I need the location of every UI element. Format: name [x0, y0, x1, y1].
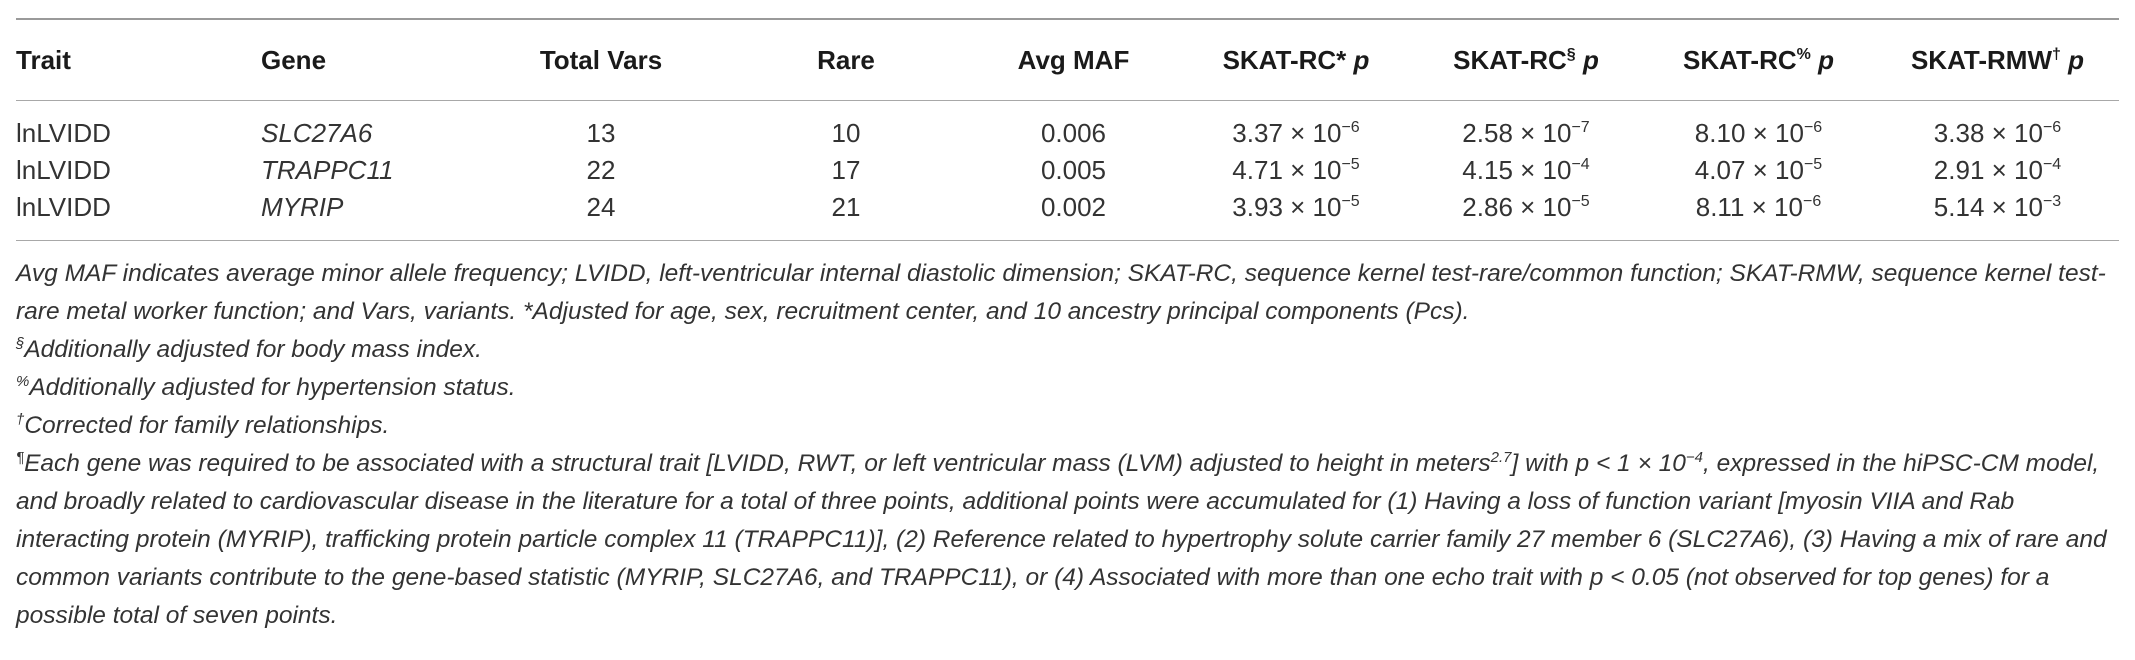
cell-total-vars: 24	[586, 192, 616, 222]
cell-avg-maf: 0.002	[1040, 192, 1107, 222]
table-row	[16, 189, 2119, 240]
col-header-gene: Gene	[261, 44, 327, 75]
col-header-skat-rmw: SKAT-RMW† p	[1910, 44, 2085, 75]
results-table-body	[16, 101, 2119, 240]
cell-p-skat-rc-sect: $4.15 \times 10^{-4}$	[1462, 155, 1590, 185]
col-header-skat-rc-star: SKAT-RC* p	[1222, 44, 1370, 75]
cell-trait: lnLVIDD	[16, 118, 111, 148]
cell-gene: MYRIP	[261, 192, 344, 222]
cell-gene: SLC27A6	[261, 118, 373, 148]
cell-p-skat-rmw: $2.91 \times 10^{-4}$	[1933, 155, 2062, 185]
cell-p-skat-rc-pct: $8.10 \times 10^{-6}$	[1694, 118, 1823, 148]
cell-avg-maf: 0.006	[1040, 118, 1107, 148]
bottom-rule	[16, 240, 2119, 241]
cell-rare: 10	[831, 118, 861, 148]
col-header-skat-rc-sect: SKAT-RC§ p	[1453, 44, 1599, 75]
footnote-pilcrow: ¶Each gene was required to be associated with a structural trait [LVIDD, RWT, or left ventricular mass (LVM) adjusted to height in meters$^{2.7}$] with $p < 1 \times 10^{-4}$, expressed in the hiPSC-CM model, and broadly related to cardiovascular disease in the literature for a total of three points, additional points were accumulated for (1) Having a loss of function variant [myosin VIIA and Rab interacting protein (MYRIP), trafficking protein particle complex 11 (TRAPPC11)], (2) Reference related to hypertrophy solute carrier family 27 member 6 (SLC27A6), (3) Having a mix of rare and common variants contribute to the gene-based statistic (MYRIP, SLC27A6, and TRAPPC11), or (4) Associated with more than one echo trait with p < 0.05 (not observed for top genes) for a possible total of seven points.	[16, 449, 2107, 629]
cell-p-skat-rc-star: $3.93 \times 10^{-5}$	[1232, 192, 1360, 222]
cell-p-skat-rmw: $3.38 \times 10^{-6}$	[1933, 118, 2062, 148]
cell-total-vars: 13	[586, 118, 616, 148]
cell-avg-maf: 0.005	[1040, 155, 1107, 185]
cell-trait: lnLVIDD	[16, 192, 111, 222]
table-container	[16, 18, 2119, 635]
table-row	[16, 101, 2119, 152]
footnote-dagger: †Corrected for family relationships.	[16, 411, 390, 439]
col-header-rare: Rare	[817, 44, 875, 75]
table-row	[16, 152, 2119, 189]
cell-trait: lnLVIDD	[16, 155, 111, 185]
results-table	[16, 20, 2119, 100]
cell-p-skat-rc-star: $3.37 \times 10^{-6}$	[1232, 118, 1360, 148]
cell-rare: 21	[831, 192, 861, 222]
cell-p-skat-rc-star: $4.71 \times 10^{-5}$	[1232, 155, 1360, 185]
col-header-avg-maf: Avg MAF	[1017, 44, 1130, 75]
footnote-percent: %Additionally adjusted for hypertension status.	[16, 373, 516, 401]
cell-gene: TRAPPC11	[261, 155, 394, 185]
cell-p-skat-rc-sect: $2.86 \times 10^{-5}$	[1462, 192, 1590, 222]
footnotes	[16, 255, 2119, 635]
cell-p-skat-rc-pct: $4.07 \times 10^{-5}$	[1694, 155, 1823, 185]
col-header-trait: Trait	[16, 44, 71, 75]
col-header-skat-rc-pct: SKAT-RC% p	[1683, 44, 1834, 75]
header-row	[16, 20, 2119, 100]
footnote-abbreviations: Avg MAF indicates average minor allele frequency; LVIDD, left-ventricular internal diastolic dimension; SKAT-RC, sequence kernel test-rare/common function; SKAT-RMW, sequence kernel test-rare metal worker function; and Vars, variants. *Adjusted for age, sex, recruitment center, and 10 ancestry principal components (Pcs).	[16, 260, 2106, 325]
footnote-section: §Additionally adjusted for body mass index.	[16, 335, 482, 363]
cell-p-skat-rc-sect: $2.58 \times 10^{-7}$	[1462, 118, 1590, 148]
cell-p-skat-rc-pct: $8.11 \times 10^{-6}$	[1695, 192, 1822, 222]
cell-p-skat-rmw: $5.14 \times 10^{-3}$	[1933, 192, 2062, 222]
cell-rare: 17	[831, 155, 861, 185]
cell-total-vars: 22	[586, 155, 616, 185]
col-header-total-vars: Total Vars	[539, 44, 663, 75]
